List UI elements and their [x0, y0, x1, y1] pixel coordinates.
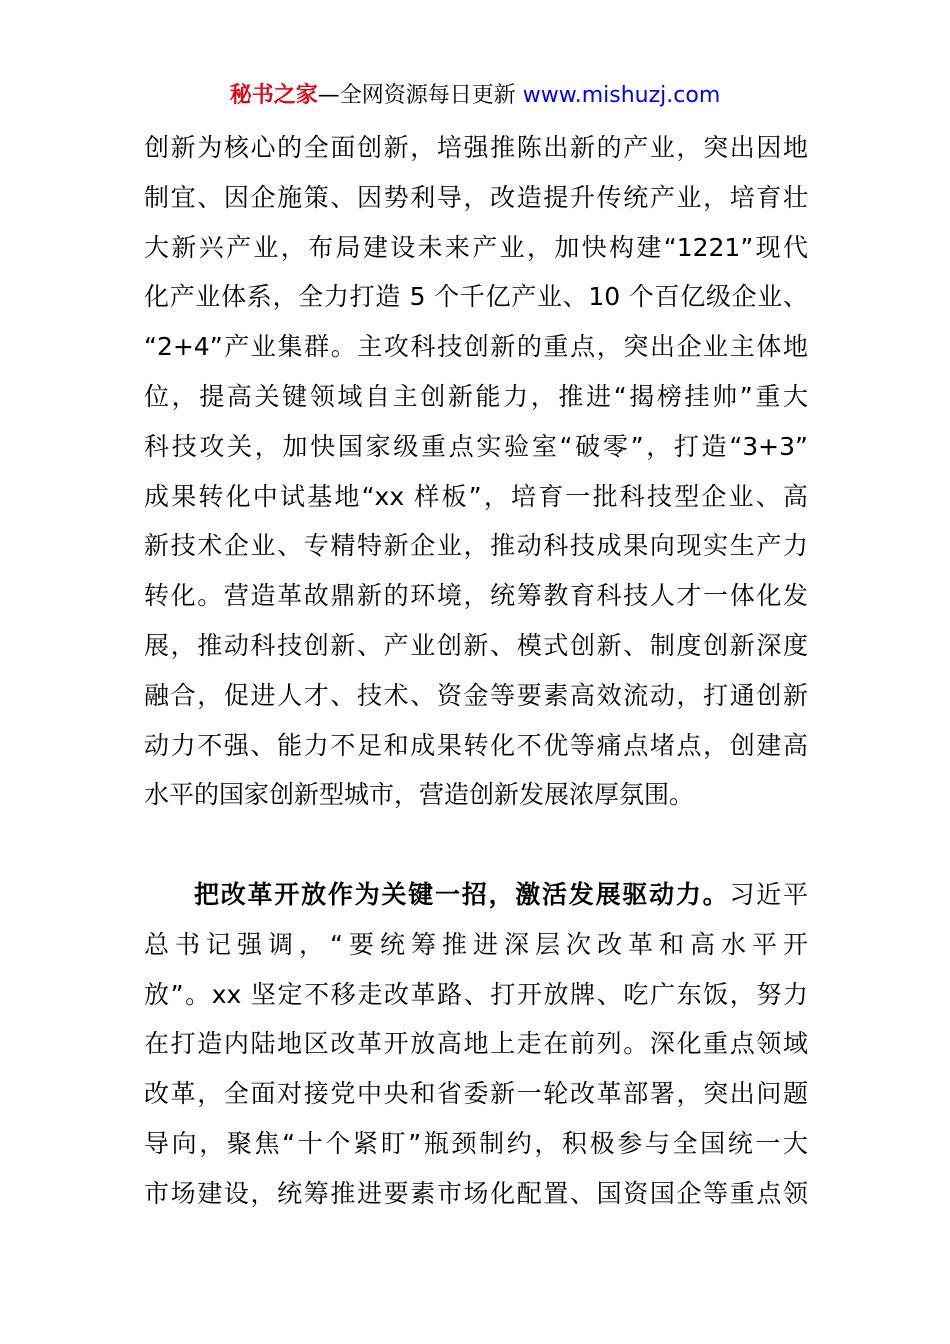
website-link[interactable]: www.mishuzj.com	[522, 83, 721, 108]
text-line: 改革，全面对接党中央和省委新一轮改革部署，突出问题	[144, 1079, 808, 1109]
text-line: 新技术企业、专精特新企业，推动科技成果向现实生产力	[144, 531, 808, 561]
text-line: 放”。xx 坚定不移走改革路、打开放牌、吃广东饭，努力	[144, 979, 808, 1009]
text-line: 展，推动科技创新、产业创新、模式创新、制度创新深度	[144, 630, 808, 660]
text-line: 转化。营造革故鼎新的环境，统筹教育科技人才一体化发	[144, 581, 808, 611]
text-line: 化产业体系，全力打造 5 个千亿产业、10 个百亿级企业、	[144, 282, 808, 312]
text-line: 创新为核心的全面创新，培强推陈出新的产业，突出因地	[144, 133, 808, 162]
paragraph-heading: 把改革开放作为关键一招，激活发展驱动力。	[194, 879, 730, 909]
heading-line-rest: 习近平	[729, 879, 808, 909]
paragraph-gap	[144, 820, 808, 870]
text-line: 总书记强调，“要统筹推进深层次改革和高水平开	[144, 929, 808, 959]
page-header	[0, 80, 950, 112]
text-line	[144, 870, 808, 920]
text-line: 成果转化中试基地“xx 样板”，培育一批科技型企业、高	[144, 481, 808, 511]
text-line: 市场建设，统筹推进要素市场化配置、国资国企等重点领	[144, 1178, 808, 1208]
paragraph-reform	[144, 870, 808, 1219]
brand-name: 秘书之家	[229, 83, 318, 108]
text-line: 位，提高关键领域自主创新能力，推进“揭榜挂帅”重大	[144, 381, 808, 411]
header-tagline: —全网资源每日更新	[317, 83, 523, 108]
text-line: “2+4”产业集群。主攻科技创新的重点，突出企业主体地	[144, 332, 808, 362]
text-line: 融合，促进人才、技术、资金等要素高效流动，打通创新	[144, 680, 808, 710]
text-line: 水平的国家创新型城市，营造创新发展浓厚氛围。	[144, 780, 695, 810]
text-line: 科技攻关，加快国家级重点实验室“破零”，打造“3+3”	[144, 431, 808, 461]
text-line: 动力不强、能力不足和成果转化不优等痛点堵点，创建高	[144, 730, 808, 760]
document-body	[144, 123, 808, 1219]
text-line: 导向，聚焦“十个紧盯”瓶颈制约，积极参与全国统一大	[144, 1128, 808, 1158]
paragraph-innovation	[144, 123, 808, 820]
text-line: 大新兴产业，布局建设未来产业，加快构建“1221”现代	[144, 232, 808, 262]
text-line: 在打造内陆地区改革开放高地上走在前列。深化重点领域	[144, 1029, 808, 1059]
text-line: 制宜、因企施策、因势利导，改造提升传统产业，培育壮	[144, 182, 808, 212]
